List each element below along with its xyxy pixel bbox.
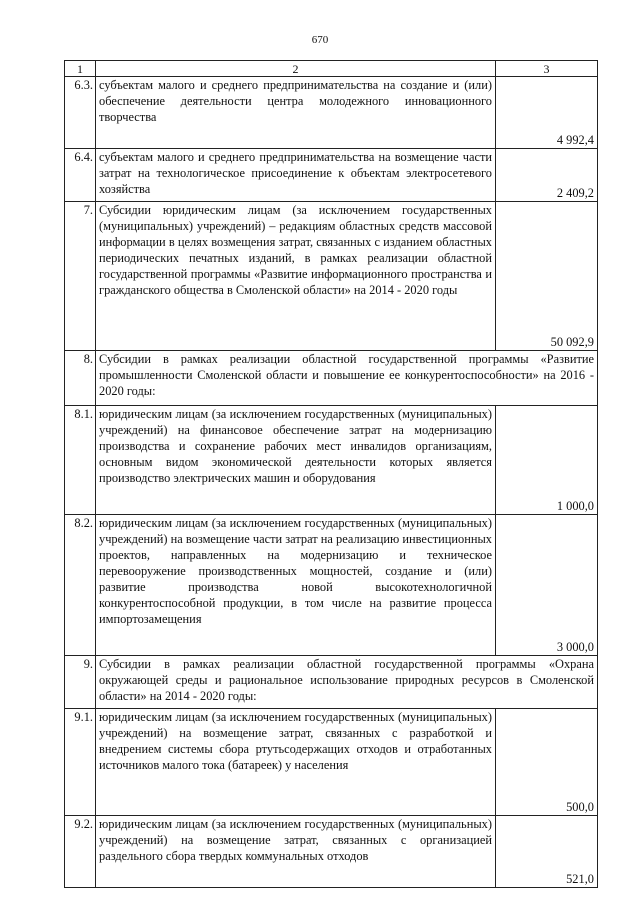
row-text: Субсидии в рамках реализации областной государственной программы «Охрана окружающей среды и рациональное использование природных ресурсов в Смоленской области» на 2014 - 2020 годы:	[96, 656, 598, 709]
row-number: 8.1.	[65, 406, 96, 515]
row-number: 9.	[65, 656, 96, 709]
row-number: 9.1.	[65, 709, 96, 816]
row-value: 1 000,0	[496, 406, 598, 515]
table-row	[65, 149, 598, 202]
header-col-3: 3	[496, 61, 598, 77]
row-value: 2 409,2	[496, 149, 598, 202]
row-number: 8.2.	[65, 515, 96, 656]
row-text: юридическим лицам (за исключением государственных (муниципальных) учреждений) на возмещение затрат, связанных с организацией раздельного сбора твердых коммунальных отходов	[96, 816, 496, 888]
header-col-1: 1	[65, 61, 96, 77]
table-row	[65, 709, 598, 816]
table-row	[65, 515, 598, 656]
row-number: 6.3.	[65, 77, 96, 149]
table-row	[65, 77, 598, 149]
table-row	[65, 202, 598, 351]
table-row	[65, 351, 598, 406]
row-text: субъектам малого и среднего предпринимательства на возмещение части затрат на технологическое присоединение к объектам электросетевого хозяйства	[96, 149, 496, 202]
row-number: 7.	[65, 202, 96, 351]
row-text: юридическим лицам (за исключением государственных (муниципальных) учреждений) на возмещение части затрат на реализацию инвестиционных проектов, направленных на модернизацию и техническое перевооружение производственных мощностей, создание и (или) развитие производства новой высокотехнологичной конкурентоспособной продукции, в том числе на развитие процесса импортозамещения	[96, 515, 496, 656]
row-value: 4 992,4	[496, 77, 598, 149]
header-col-2: 2	[96, 61, 496, 77]
row-text: юридическим лицам (за исключением государственных (муниципальных) учреждений) на финансовое обеспечение затрат на модернизацию производства и сохранение рабочих мест инвалидов организациям, основным видом экономической деятельности которых является производство электрических машин и оборудования	[96, 406, 496, 515]
row-value: 521,0	[496, 816, 598, 888]
row-value: 3 000,0	[496, 515, 598, 656]
row-value: 50 092,9	[496, 202, 598, 351]
table-row	[65, 406, 598, 515]
row-text: Субсидии юридическим лицам (за исключением государственных (муниципальных) учреждений) – редакциям областных средств массовой информации в целях возмещения затрат, связанных с изданием областных периодических печатных изданий, в рамках реализации областной государственной программы «Развитие информационного пространства и гражданского общества в Смоленской области» на 2014 - 2020 годы	[96, 202, 496, 351]
table-header-row	[65, 61, 598, 77]
budget-table	[64, 60, 598, 888]
table-row	[65, 656, 598, 709]
row-number: 9.2.	[65, 816, 96, 888]
row-number: 8.	[65, 351, 96, 406]
row-value: 500,0	[496, 709, 598, 816]
row-text: субъектам малого и среднего предпринимательства на создание и (или) обеспечение деятельности центра молодежного инновационного творчества	[96, 77, 496, 149]
page-number: 670	[311, 34, 329, 46]
row-number: 6.4.	[65, 149, 96, 202]
row-text: Субсидии в рамках реализации областной государственной программы «Развитие промышленности Смоленской области и повышение ее конкурентоспособности» на 2016 - 2020 годы:	[96, 351, 598, 406]
table-row	[65, 816, 598, 888]
row-text: юридическим лицам (за исключением государственных (муниципальных) учреждений) на возмещение затрат, связанных с разработкой и внедрением системы сбора ртутьсодержащих отходов и отработанных источников малого тока (батареек) у населения	[96, 709, 496, 816]
